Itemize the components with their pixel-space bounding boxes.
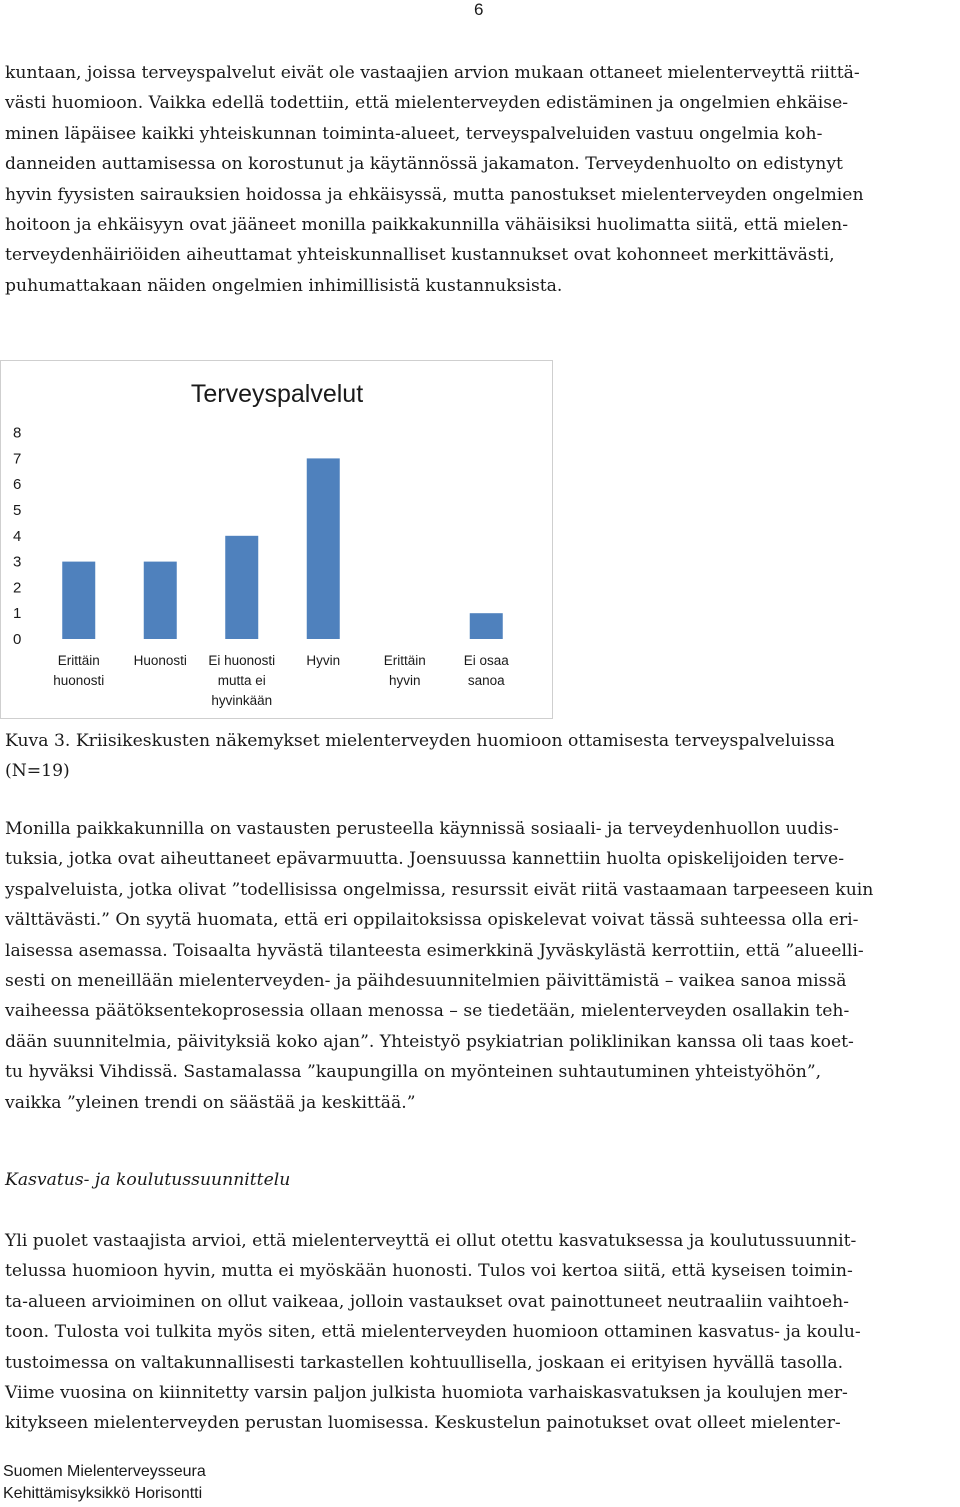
page-number: 6: [474, 0, 484, 19]
x-category-label: mutta ei: [217, 673, 266, 688]
paragraph-line: vaikka ”yleinen trendi on säästää ja keskittää.”: [5, 1092, 416, 1113]
bar-chart: [0, 360, 553, 719]
y-tick-label: 1: [13, 605, 22, 623]
paragraph-line: tuksia, jotka ovat aiheuttaneet epävarmuutta. Joensuussa kannettiin huolta opiskelijoiden terve-: [5, 849, 844, 870]
y-tick-label: 0: [13, 631, 22, 648]
paragraph-line: telussa huomioon hyvin, mutta ei myöskään huonosti. Tulos voi kertoa siitä, että kyseisen toimin-: [5, 1261, 853, 1282]
paragraph-line: tustoimessa on valtakunnallisesti tarkastellen kohtuullisella, joskaan ei erityisen hyvällä tasolla.: [5, 1352, 844, 1373]
y-tick-label: 2: [13, 579, 22, 597]
x-category-label: Hyvin: [306, 653, 341, 668]
paragraph-line: västi huomioon. Vaikka edellä todettiin, että mielenterveyden edistäminen ja ongelmien ehkäise-: [5, 93, 849, 114]
x-category-label: Erittäin: [383, 653, 426, 668]
paragraph-line: danneiden auttamisessa on korostunut ja käytännössä jakamaton. Terveydenhuolto on edistynyt: [5, 154, 843, 175]
paragraph-line: minen läpäisee kaikki yhteiskunnan toiminta-alueet, terveyspalveluiden vastuu ongelmia koh-: [5, 123, 823, 144]
bar: [307, 458, 340, 639]
x-category-label: huonosti: [53, 673, 105, 688]
body-paragraph-1: [5, 58, 959, 301]
paragraph-line: Viime vuosina on kiinnitetty varsin paljon julkista huomiota varhaiskasvatuksen ja koulujen mer-: [5, 1383, 848, 1404]
section-heading: Kasvatus- ja koulutussuunnittelu: [5, 1170, 291, 1190]
paragraph-line: vaiheessa päätöksentekoprosessia ollaan menossa – se tiedetään, mielenterveyden osallakin teh-: [5, 1001, 850, 1022]
paragraph-line: toon. Tulosta voi tulkita myös siten, että mielenterveyden huomioon ottaminen kasvatus- ja koulu-: [5, 1322, 861, 1343]
bar: [225, 536, 258, 639]
paragraph-line: sesti on meneillään mielenterveyden- ja päihdesuunnitelmien päivittämistä – vaikea sanoa missä: [5, 971, 847, 992]
bar: [144, 562, 177, 639]
y-tick-label: 5: [13, 502, 22, 519]
x-category-label: hyvin: [388, 673, 421, 688]
caption-line: (N=19): [5, 761, 70, 782]
paragraph-line: dään suunnitelmia, päivityksiä koko ajan”. Yhteistyö psykiatrian poliklinikan kanssa oli taas koet-: [5, 1031, 854, 1052]
bar: [470, 613, 503, 639]
y-tick-label: 7: [13, 450, 22, 468]
paragraph-line: Yli puolet vastaajista arvioi, että mielenterveyttä ei ollut otettu kasvatuksessa ja koulutussuunnit-: [5, 1231, 857, 1251]
body-paragraph-2: [5, 814, 959, 1118]
body-paragraph-3: [5, 1226, 959, 1439]
footer-organization: Suomen Mielenterveysseura: [3, 1463, 206, 1480]
footer-unit: Kehittämisyksikkö Horisontti: [3, 1485, 203, 1502]
y-tick-label: 6: [13, 476, 22, 494]
chart-title: Terveyspalvelut: [190, 380, 364, 408]
x-category-label: hyvinkään: [211, 693, 273, 708]
x-category-label: Ei osaa: [463, 653, 509, 668]
paragraph-line: hoitoon ja ehkäisyyn ovat jääneet monilla paikkakunnilla vähäisiksi huolimatta siitä, että mielen-: [5, 215, 849, 236]
x-category-label: Erittäin: [57, 653, 100, 668]
y-tick-label: 3: [13, 553, 22, 571]
bar: [62, 562, 95, 639]
x-category-label: sanoa: [467, 673, 505, 688]
paragraph-line: ta-alueen arvioiminen on ollut vaikeaa, jolloin vastaukset ovat painottuneet neutraaliin vaihtoeh-: [5, 1291, 849, 1312]
paragraph-line: välttävästi.” On syytä huomata, että eri oppilaitoksissa opiskelevat voivat tässä suhteessa olla eri-: [5, 910, 859, 931]
x-category-label: Huonosti: [133, 653, 187, 668]
paragraph-line: hyvin fyysisten sairauksien hoidossa ja ehkäisyssä, mutta panostukset mielenterveyden ongelmien: [5, 184, 864, 205]
paragraph-line: kitykseen mielenterveyden perustan luomisessa. Keskustelun painotukset ovat olleet mielenter-: [5, 1413, 841, 1434]
paragraph-line: yspalveluista, jotka olivat ”todellisissa ongelmissa, resurssit eivät riitä vastaamaan tarpeeseen kuin: [5, 879, 874, 900]
caption-line: Kuva 3. Kriisikeskusten näkemykset mielenterveyden huomioon ottamisesta terveyspalveluissa: [5, 731, 835, 751]
figure-caption: [5, 726, 959, 787]
x-category-label: Ei huonosti: [208, 653, 276, 668]
paragraph-line: puhumattakaan näiden ongelmien inhimillisistä kustannuksista.: [5, 275, 563, 296]
paragraph-line: kuntaan, joissa terveyspalvelut eivät ole vastaajien arvion mukaan ottaneet mielenterveyttä riittä-: [5, 63, 860, 83]
y-tick-label: 8: [13, 424, 22, 442]
paragraph-line: terveydenhäiriöiden aiheuttamat yhteiskunnalliset kustannukset ovat kohonneet merkittävästi,: [5, 245, 835, 266]
paragraph-line: tu hyväksi Vihdissä. Sastamalassa ”kaupungilla on myönteinen suhtautuminen yhteistyöhön”,: [5, 1062, 822, 1083]
paragraph-line: laisessa asemassa. Toisaalta hyvästä tilanteesta esimerkkinä Jyväskylästä kerrottiin, että ”alueelli-: [5, 940, 864, 961]
y-tick-label: 4: [13, 527, 22, 545]
paragraph-line: Monilla paikkakunnilla on vastausten perusteella käynnissä sosiaali- ja terveydenhuollon uudis-: [5, 819, 839, 839]
